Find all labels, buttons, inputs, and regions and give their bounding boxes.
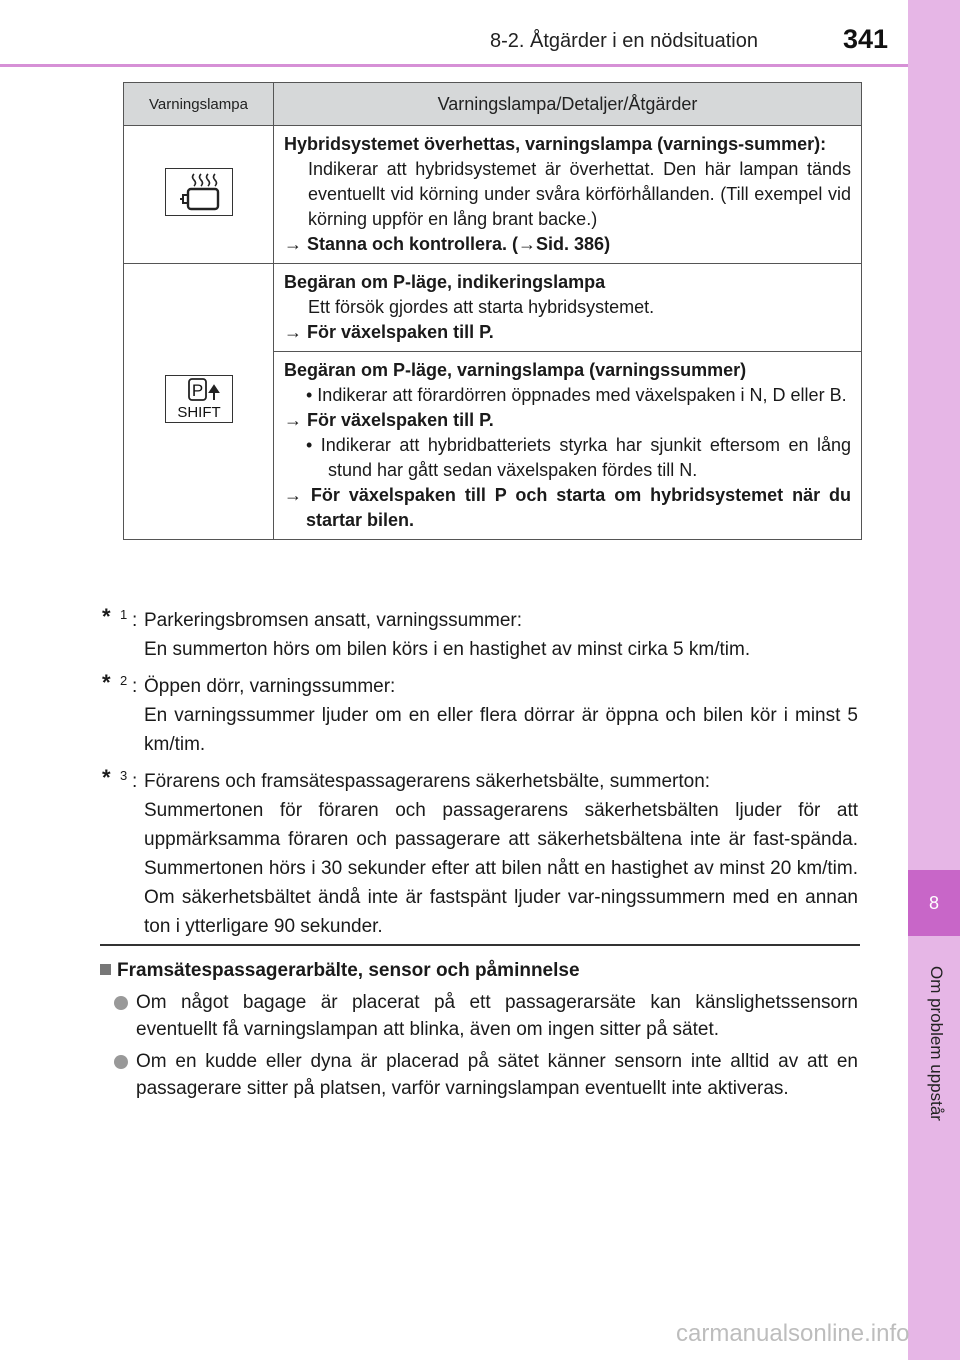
info-section-title: Framsätespassagerarbälte, sensor och påminnelse xyxy=(100,957,858,984)
table-row xyxy=(124,126,862,264)
p-shift-icon xyxy=(165,375,233,423)
hybrid-overheat-details xyxy=(274,126,862,264)
row-title: Hybridsystemet överhettas, varningslampa (varnings-summer): xyxy=(284,134,827,154)
footnotes xyxy=(102,604,858,949)
section-title: 8-2. Åtgärder i en nödsituation xyxy=(490,30,758,52)
watermark: carmanualsonline.info xyxy=(676,1320,910,1347)
footnote-text: En summerton hörs om bilen körs i en hastighet av minst cirka 5 km/tim. xyxy=(144,639,751,660)
info-section xyxy=(100,957,858,1102)
row-description: Indikerar att hybridsystemet är överhettat. Den här lampan tänds eventuellt vid körning under svåra körförhållanden. (Till exempel vid körning uppför en lång brant backe.) xyxy=(308,159,851,229)
section-divider xyxy=(100,944,860,946)
p-request-warning-details xyxy=(274,352,862,540)
row-description: Ett försök gjordes att starta hybridsystemet. xyxy=(308,297,655,317)
footnote-number: 1 xyxy=(120,607,128,622)
chapter-label: Om problem uppstår xyxy=(927,966,946,1121)
footnote-text: Summertonen för föraren och passagerarens säkerhetsbälten ljuder för att uppmärksamma föraren och passagerare att säkerhetsbältena inte är fast-spända. Summertonen hörs i 30 sekunder efter att bilen nått en hastighet av minst 20 km/tim. Om säkerhetsbältet ändå inte är fastspänt ljuder var-ningssummern med en annan ton i ytterligare 90 sekunder. xyxy=(144,800,858,937)
footnote-star: * xyxy=(102,670,111,695)
header-rule xyxy=(0,64,908,67)
icon-cell xyxy=(124,126,274,264)
row-title: Begäran om P-läge, indikeringslampa xyxy=(284,272,606,292)
shift-text: SHIFT xyxy=(176,403,221,421)
footnote-title: Parkeringsbromsen ansatt, varningssummer: xyxy=(144,610,523,631)
warning-lamp-table xyxy=(123,82,862,540)
column-header-lamp: Varningslampa xyxy=(124,83,274,126)
row-action: → För växelspaken till P och starta om hybridsystemet när du startar bilen. xyxy=(284,485,851,530)
p-letter: P xyxy=(191,380,203,400)
row-action: → Stanna och kontrollera. (→Sid. 386) xyxy=(284,234,611,254)
footnote: * 1 : Parkeringsbromsen ansatt, varningssummer: En summerton hörs om bilen körs i en hastighet av minst cirka 5 km/tim. xyxy=(106,606,858,664)
row-title: Begäran om P-läge, varningslampa (varningssummer) xyxy=(284,360,747,380)
chapter-number: 8 xyxy=(908,870,960,936)
footnote-text: En varningssummer ljuder om en eller flera dörrar är öppna och bilen kör i minst 5 km/tim. xyxy=(144,705,858,755)
list-item: • Indikerar att förardörren öppnades med växelspaken i N, D eller B. xyxy=(306,385,847,405)
footnote-number: 2 xyxy=(120,673,128,688)
icon-cell xyxy=(124,264,274,540)
list-item: Om något bagage är placerat på ett passagerarsäte kan känslighetssensorn eventuellt få varningslampan att blinka, även om ingen sitter på sätet. xyxy=(100,989,858,1043)
footnote-title: Förarens och framsätespassagerarens säkerhetsbälte, summerton: xyxy=(144,771,711,792)
row-action: → För växelspaken till P. xyxy=(284,410,494,430)
footnote-star: * xyxy=(102,765,111,790)
list-item: • Indikerar att hybridbatteriets styrka har sjunkit eftersom en lång stund har gått sedan växelspaken fördes till N. xyxy=(306,435,851,480)
circle-bullet-icon xyxy=(114,996,128,1010)
footnote-star: * xyxy=(102,604,111,629)
list-item: Om en kudde eller dyna är placerad på sätet känner sensorn inte alltid av att en passagerare sitter på platsen, varför varningslampan eventuellt inte aktiveras. xyxy=(100,1048,858,1102)
footnote: * 3 : Förarens och framsätespassagerarens säkerhetsbälte, summerton: Summertonen för föraren och passagerarens säkerhetsbälten ljuder för att uppmärksamma föraren och passagerare att säkerhetsbältena inte är fast-spända. Summertonen hörs i 30 sekunder efter att bilen nått en hastighet av minst 20 km/tim. Om säkerhetsbältet ändå inte är fastspänt ljuder var-ningssummern med en annan ton i ytterligare 90 sekunder. xyxy=(106,767,858,941)
table-row xyxy=(124,264,862,352)
table-header-row xyxy=(124,83,862,126)
square-bullet-icon xyxy=(100,964,111,975)
footnote-number: 3 xyxy=(120,768,128,783)
page-number: 341 xyxy=(843,24,889,54)
hybrid-overheat-icon xyxy=(165,168,233,216)
footnote: * 2 : Öppen dörr, varningssummer: En varningssummer ljuder om en eller flera dörrar är öppna och bilen kör i minst 5 km/tim. xyxy=(106,672,858,759)
circle-bullet-icon xyxy=(114,1055,128,1069)
row-action: → För växelspaken till P. xyxy=(284,322,494,342)
footnote-title: Öppen dörr, varningssummer: xyxy=(144,676,396,697)
p-request-indicator-details xyxy=(274,264,862,352)
column-header-details: Varningslampa/Detaljer/Åtgärder xyxy=(274,83,862,126)
